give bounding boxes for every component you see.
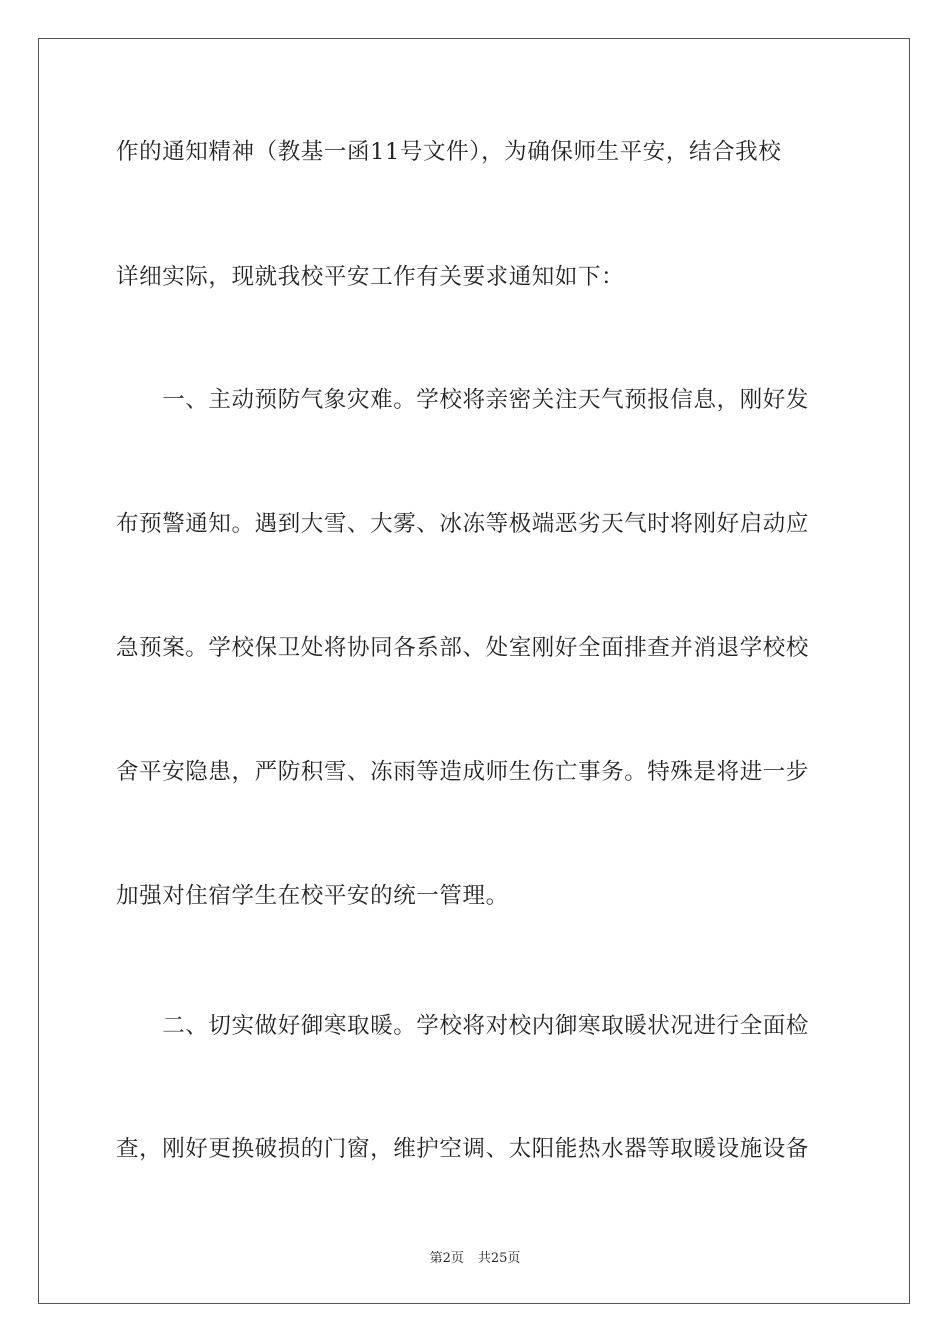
body-text-line: 详细实际，现就我校平安工作有关要求通知如下： [116, 264, 625, 290]
body-text-line: 二、切实做好御寒取暖。学校将对校内御寒取暖状况进行全面检 [116, 1013, 810, 1039]
page-total: 共25页 [477, 1251, 521, 1266]
body-text-line: 急预案。学校保卫处将协同各系部、处室刚好全面排查并消退学校校 [116, 635, 810, 661]
body-text-line: 一、主动预防气象灾难。学校将亲密关注天气预报信息，刚好发 [116, 387, 810, 413]
body-text-line: 布预警通知。遇到大雪、大雾、冰冻等极端恶劣天气时将刚好启动应 [116, 511, 810, 537]
page-border [38, 38, 910, 1304]
body-text-line: 作的通知精神（教基一函11号文件），为确保师生平安，结合我校 [116, 139, 782, 165]
page-footer [0, 1247, 950, 1266]
body-text-line: 加强对住宿学生在校平安的统一管理。 [116, 883, 509, 909]
body-text-line: 舍平安隐患，严防积雪、冻雨等造成师生伤亡事务。特殊是将进一步 [116, 759, 810, 785]
page-number: 第2页 [429, 1251, 464, 1266]
body-text-line: 查，刚好更换破损的门窗，维护空调、太阳能热水器等取暖设施设备 [116, 1136, 810, 1162]
